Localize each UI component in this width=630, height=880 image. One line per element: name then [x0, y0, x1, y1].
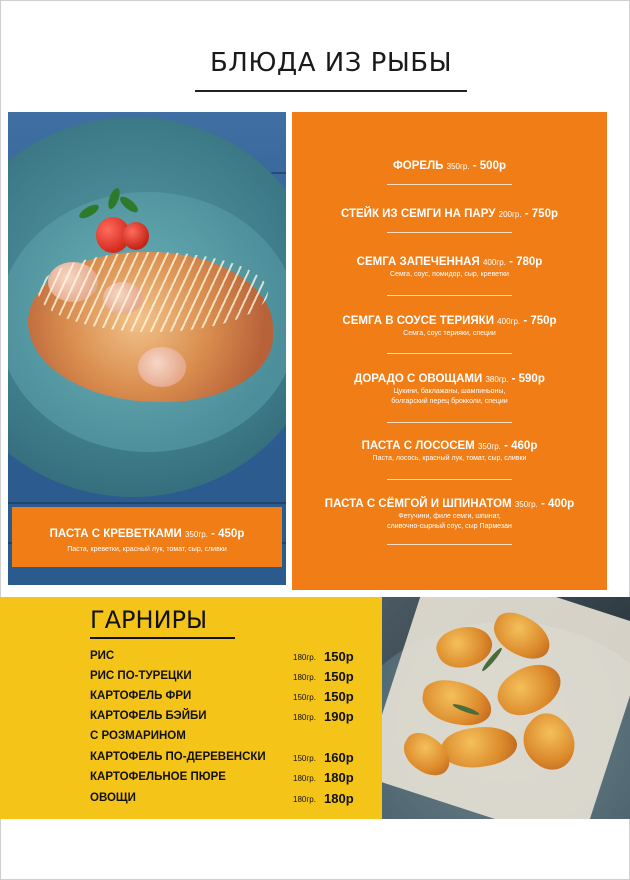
side-name: С РОЗМАРИНОМ — [90, 730, 186, 742]
dish-weight: 350гр. — [446, 162, 470, 171]
side-item — [90, 710, 360, 730]
separator — [387, 544, 512, 545]
side-price: 190р — [324, 709, 354, 724]
dish-description: Семга, соус терияки, специи — [403, 330, 496, 337]
dish-description: Семга, соус, помидор, сыр, креветки — [390, 271, 509, 278]
dish-price: - 400р — [540, 498, 575, 510]
side-item — [90, 792, 360, 812]
side-price: 160р — [324, 750, 354, 765]
dish-name: ПАСТА С СЁМГОЙ И ШПИНАТОМ — [324, 498, 512, 510]
separator — [387, 422, 512, 423]
dish-description: Фетучини, филе семги, шпинат, — [398, 513, 501, 520]
separator — [387, 184, 512, 185]
page-title: БЛЮДА ИЗ РЫБЫ — [209, 48, 453, 78]
dish-price: - 500р — [472, 160, 507, 172]
dish-weight: 400гр. — [497, 317, 521, 326]
side-name: ОВОЩИ — [90, 792, 136, 804]
side-name: РИС ПО-ТУРЕЦКИ — [90, 670, 192, 682]
separator — [387, 295, 512, 296]
featured-dish-weight: 350гр. — [184, 530, 208, 539]
side-price: 180р — [324, 770, 354, 785]
side-name: КАРТОФЕЛЬ ФРИ — [90, 690, 192, 702]
separator — [387, 353, 512, 354]
side-weight: 180гр. — [293, 795, 316, 804]
title-underline — [195, 90, 467, 92]
featured-dish-price: - 450р — [211, 528, 245, 540]
featured-dish-name: ПАСТА С КРЕВЕТКАМИ — [49, 528, 182, 540]
featured-dish-description: Паста, креветки, красный лук, томат, сыр, сливки — [67, 546, 227, 553]
side-weight: 180гр. — [293, 673, 316, 682]
dish-price: - 750р — [523, 315, 557, 327]
dish-weight: 200гр. — [498, 210, 522, 219]
dish-price: - 590р — [511, 373, 545, 385]
dish-description-line2: сливочно-сырный соус, сыр Пармезан — [387, 522, 512, 530]
featured-dish-caption — [12, 507, 282, 567]
dish-name: ДОРАДО С ОВОЩАМИ — [354, 373, 483, 385]
side-item — [90, 771, 360, 791]
side-price: 150р — [324, 649, 354, 664]
separator — [387, 232, 512, 233]
side-price: 180р — [324, 791, 354, 806]
side-item — [90, 751, 360, 771]
dish-price: - 750р — [524, 208, 559, 220]
menu-item — [292, 498, 607, 531]
side-item — [90, 670, 360, 690]
side-item — [90, 730, 360, 750]
menu-item — [292, 315, 607, 339]
side-weight: 150гр. — [293, 754, 316, 763]
menu-item — [292, 160, 607, 172]
dish-name: СЕМГА В СОУСЕ ТЕРИЯКИ — [342, 315, 494, 327]
menu-item — [292, 373, 607, 406]
dish-name: ФОРЕЛЬ — [392, 160, 444, 172]
featured-dish-title — [12, 528, 282, 540]
side-name: КАРТОФЕЛЬ ПО-ДЕРЕВЕНСКИ — [90, 751, 266, 763]
menu-item — [292, 208, 607, 220]
menu-item — [292, 440, 607, 464]
side-weight: 180гр. — [293, 713, 316, 722]
sides-title-underline — [90, 637, 235, 639]
dish-name: СЕМГА ЗАПЕЧЕННАЯ — [356, 256, 480, 268]
dish-weight: 350гр. — [477, 442, 501, 451]
side-weight: 150гр. — [293, 693, 316, 702]
side-name: КАРТОФЕЛЬ БЭЙБИ — [90, 710, 207, 722]
dish-description: Цукини, баклажаны, шампиньоны, — [393, 388, 506, 395]
dish-name: ПАСТА С ЛОСОСЕМ — [361, 440, 475, 452]
side-price: 150р — [324, 689, 354, 704]
dish-weight: 400гр. — [482, 258, 506, 267]
side-name: КАРТОФЕЛЬНОЕ ПЮРЕ — [90, 771, 226, 783]
side-weight: 180гр. — [293, 774, 316, 783]
menu-item — [292, 256, 607, 280]
dish-description: Паста, лосось, красный лук, томат, сыр, сливки — [372, 455, 527, 462]
dish-price: - 460р — [504, 440, 538, 452]
side-item — [90, 690, 360, 710]
fish-menu-panel — [292, 112, 607, 590]
sides-title: ГАРНИРЫ — [90, 606, 208, 634]
potato-wedges-photo — [382, 597, 630, 819]
side-item — [90, 650, 360, 670]
dish-name: СТЕЙК ИЗ СЕМГИ НА ПАРУ — [340, 208, 496, 220]
dish-description-line2: болгарский перец брокколи, специи — [391, 397, 508, 405]
side-price: 150р — [324, 669, 354, 684]
separator — [387, 479, 512, 480]
side-weight: 180гр. — [293, 653, 316, 662]
side-name: РИС — [90, 650, 115, 662]
dish-price: - 780р — [509, 256, 543, 268]
dish-weight: 380гр. — [485, 375, 509, 384]
dish-weight: 350гр. — [514, 500, 538, 509]
